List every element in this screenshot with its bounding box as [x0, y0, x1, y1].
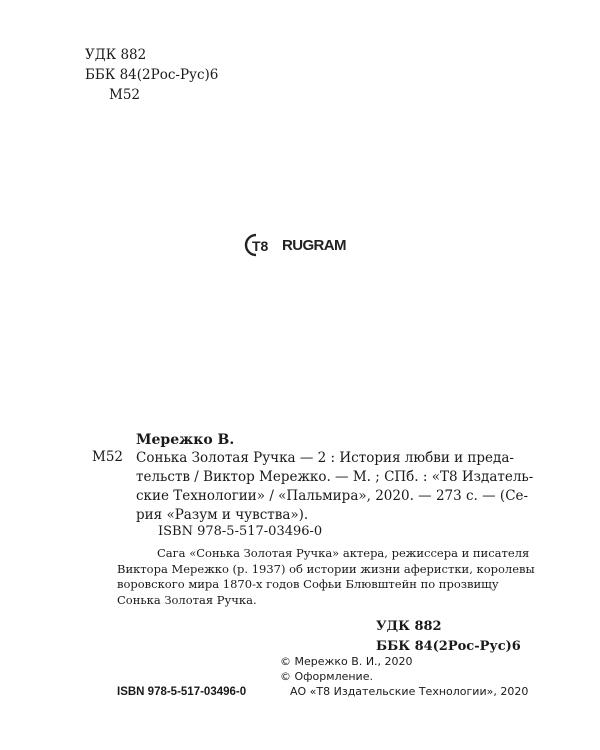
- publisher-logo: [243, 232, 346, 258]
- description-line: ские Технологии» / «Пальмира», 2020. — 273 с. — (Се-: [136, 488, 529, 504]
- bbk-code: ББК 84(2Рос-Рус)6: [85, 67, 219, 83]
- copyright-author: © Мережко В. И., 2020: [280, 655, 413, 668]
- copyright-block: [280, 654, 528, 699]
- copyright-publisher: АО «Т8 Издательские Технологии», 2020: [290, 685, 529, 698]
- description-line: Сонька Золотая Ручка — 2 : История любви и преда-: [136, 450, 514, 466]
- catalog-author-mark: М52: [92, 449, 124, 465]
- catalog-author: Мережко В.: [136, 432, 235, 448]
- t8-publisher-logo-icon: [243, 232, 279, 258]
- author-mark: М52: [109, 87, 141, 103]
- annotation-line: воровского мира 1870-х годов Софьи Блювштейн по прозвищу: [117, 577, 499, 591]
- udk-code-bottom: УДК 882: [376, 619, 442, 634]
- isbn-bottom: ISBN 978-5-517-03496-0: [117, 686, 247, 698]
- copyright-design: © Оформление.: [280, 670, 373, 683]
- annotation: [117, 546, 535, 608]
- annotation-line: Сонька Золотая Ручка.: [117, 592, 257, 607]
- description-line: рия «Разум и чувства»).: [136, 507, 309, 523]
- catalog-isbn: ISBN 978-5-517-03496-0: [158, 524, 323, 539]
- bbk-code-bottom: ББК 84(2Рос-Рус)6: [376, 639, 521, 654]
- bibliographic-description: [136, 449, 534, 525]
- classification-top: [85, 45, 218, 105]
- annotation-line: Сага «Сонька Золотая Ручка» актера, режиссера и писателя: [157, 546, 530, 560]
- logo-brand-text: RUGRAM: [282, 236, 346, 254]
- annotation-line: Виктора Мережко (р. 1937) об истории жизни аферистки, королевы: [117, 561, 535, 576]
- logo-mark-text: T8: [252, 238, 269, 254]
- description-line: тельств / Виктор Мережко. — М. ; СПб. : «Т8 Издатель-: [136, 469, 534, 485]
- udk-code: УДК 882: [85, 47, 147, 63]
- classification-bottom: [376, 617, 521, 657]
